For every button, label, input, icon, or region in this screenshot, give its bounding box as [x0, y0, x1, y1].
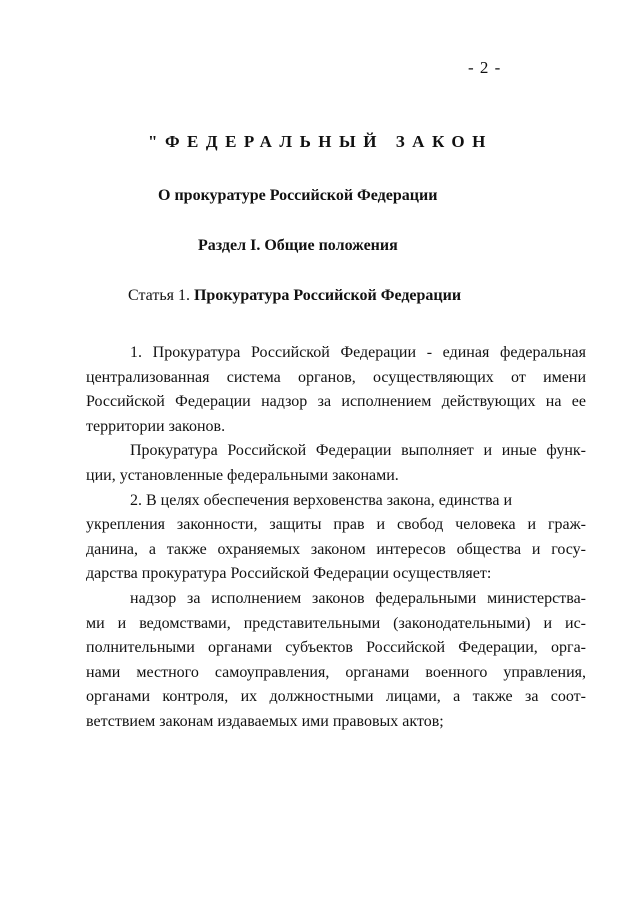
article-label: Статья 1. — [128, 287, 190, 304]
body-line: 2. В целях обеспечения верховенства закона, единства и — [130, 491, 513, 509]
section-heading: Раздел I. Общие положения — [198, 237, 398, 254]
body-line: Прокуратура Российской Федерации выполняет и иные функ- — [130, 442, 586, 460]
body-line: нами местного самоуправления, органами военного управления, — [86, 663, 586, 681]
document-subtitle: О прокуратуре Российской Федерации — [158, 187, 438, 204]
body-line: централизованная система органов, осуществляющих от имени — [86, 368, 586, 386]
page-number: - 2 - — [468, 58, 502, 77]
article-body — [86, 341, 586, 735]
body-line: данина, а также охраняемых законом интересов общества и госу- — [86, 540, 586, 558]
body-line: Российской Федерации надзор за исполнением действующих на ее — [86, 393, 586, 411]
body-line: полнительными органами субъектов Российской Федерации, орга- — [86, 639, 586, 657]
body-line: ветствием законам издаваемых ими правовых актов; — [86, 712, 444, 730]
document-title: "ФЕДЕРАЛЬНЫЙ ЗАКОН — [148, 132, 493, 151]
body-line: дарства прокуратура Российской Федерации осуществляет: — [86, 565, 492, 583]
body-line: территории законов. — [86, 417, 226, 435]
body-line: надзор за исполнением законов федеральными министерства- — [130, 589, 586, 607]
body-line: ми и ведомствами, представительными (законодательными) и ис- — [86, 614, 586, 632]
body-line: ции, установленные федеральными законами. — [86, 466, 399, 484]
body-line: органами контроля, их должностными лицами, а также за соот- — [86, 688, 586, 706]
article-heading — [128, 287, 461, 305]
article-name: Прокуратура Российской Федерации — [193, 287, 462, 304]
body-line: 1. Прокуратура Российской Федерации - единая федеральная — [130, 344, 586, 361]
body-line: укрепления законности, защиты прав и свобод человека и граж- — [86, 516, 586, 534]
